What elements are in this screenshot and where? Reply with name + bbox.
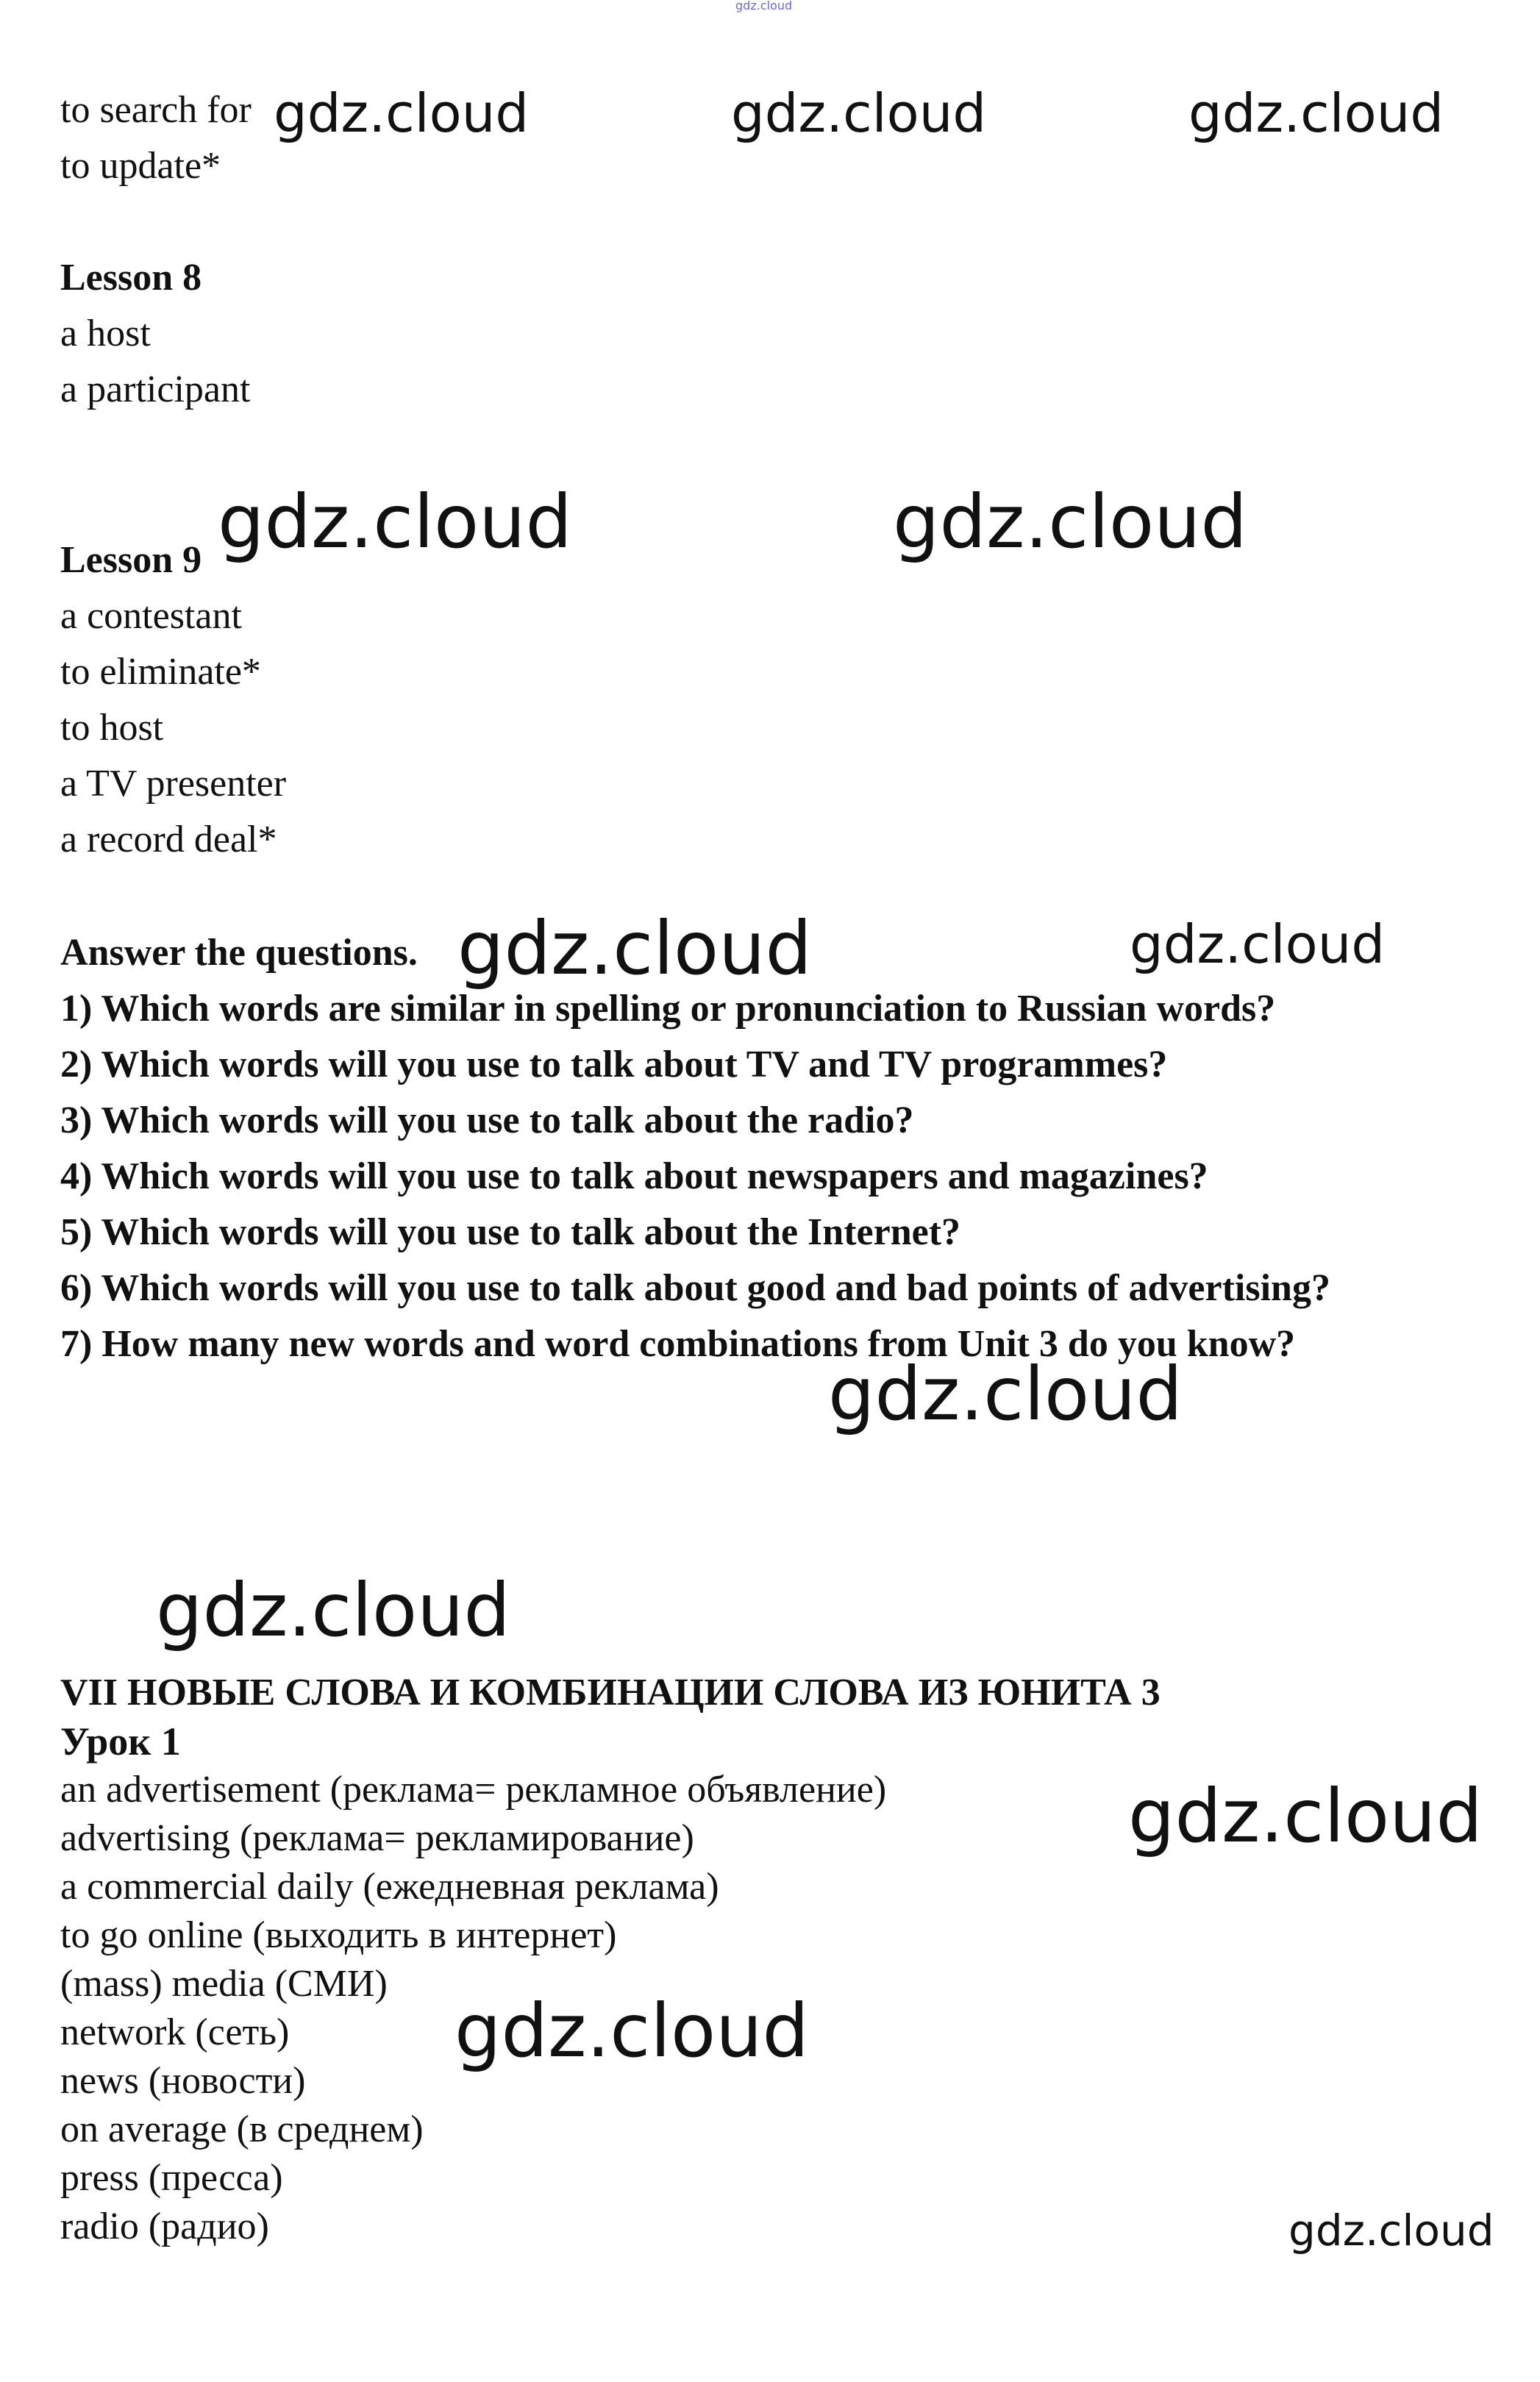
vocab-item: an advertisement (реклама= рекламное объявление) xyxy=(60,1769,887,1811)
vocab-item: advertising (реклама= рекламирование) xyxy=(60,1817,694,1859)
vocab-item: a participant xyxy=(60,368,251,410)
question-item: 5) Which words will you use to talk about the Internet? xyxy=(60,1211,961,1253)
question-item: 6) Which words will you use to talk about good and bad points of advertising? xyxy=(60,1267,1330,1309)
watermark: gdz.cloud xyxy=(1188,82,1444,144)
question-item: 3) Which words will you use to talk about the radio? xyxy=(60,1099,914,1141)
vocab-item: news (новости) xyxy=(60,2060,306,2102)
watermark: gdz.cloud xyxy=(1130,913,1386,975)
vocab-item: to host xyxy=(60,707,164,749)
watermark: gdz.cloud xyxy=(274,82,530,144)
lesson-8-heading: Lesson 8 xyxy=(60,257,202,299)
section-heading: VII НОВЫЕ СЛОВА И КОМБИНАЦИИ СЛОВА ИЗ ЮНИТА 3 xyxy=(60,1672,1161,1714)
vocab-item: to eliminate* xyxy=(60,651,261,693)
top-watermark: gdz.cloud xyxy=(735,0,793,13)
watermark: gdz.cloud xyxy=(893,479,1248,565)
question-item: 1) Which words are similar in spelling or pronunciation to Russian words? xyxy=(60,988,1276,1030)
vocab-item: on average (в среднем) xyxy=(60,2108,424,2150)
vocab-item: a TV presenter xyxy=(60,763,287,805)
vocab-item: network (сеть) xyxy=(60,2011,290,2053)
watermark: gdz.cloud xyxy=(1128,1773,1483,1859)
vocab-item: a commercial daily (ежедневная реклама) xyxy=(60,1866,719,1908)
vocab-item: (mass) media (СМИ) xyxy=(60,1963,388,2005)
watermark: gdz.cloud xyxy=(828,1351,1183,1437)
question-item: 7) How many new words and word combinations from Unit 3 do you know? xyxy=(60,1323,1296,1365)
question-item: 2) Which words will you use to talk about TV and TV programmes? xyxy=(60,1044,1168,1085)
vocab-item: to search for xyxy=(60,89,252,131)
watermark: gdz.cloud xyxy=(457,905,813,991)
vocab-item: radio (радио) xyxy=(60,2206,269,2247)
lesson-9-heading: Lesson 9 xyxy=(60,539,202,581)
watermark: gdz.cloud xyxy=(156,1567,511,1653)
watermark: gdz.cloud xyxy=(454,1988,810,2074)
question-item: 4) Which words will you use to talk about newspapers and magazines? xyxy=(60,1155,1208,1197)
questions-heading: Answer the questions. xyxy=(60,932,418,974)
vocab-item: press (пресса) xyxy=(60,2157,283,2199)
watermark: gdz.cloud xyxy=(218,479,573,565)
lesson-1-heading: Урок 1 xyxy=(60,1719,181,1764)
vocab-item: a host xyxy=(60,313,151,354)
vocab-item: to go online (выходить в интернет) xyxy=(60,1914,617,1956)
vocab-item: a record deal* xyxy=(60,819,277,860)
watermark: gdz.cloud xyxy=(1288,2206,1494,2256)
vocab-item: a contestant xyxy=(60,595,242,637)
watermark: gdz.cloud xyxy=(731,82,987,144)
vocab-item: to update* xyxy=(60,145,221,187)
